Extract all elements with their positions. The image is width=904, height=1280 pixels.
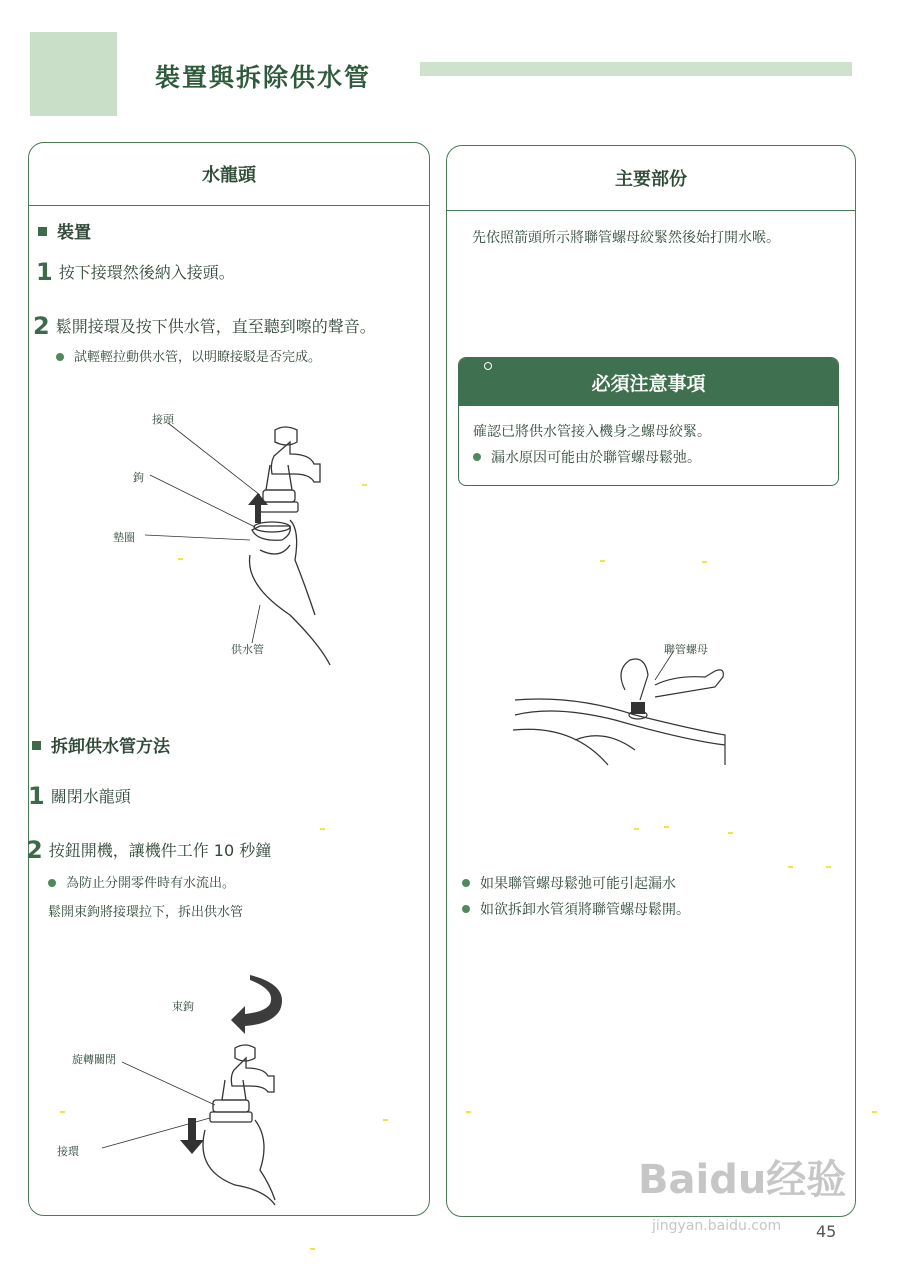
label-clamp: 束鉤 xyxy=(172,1000,194,1013)
corner-decoration xyxy=(30,32,117,116)
main-parts-intro: 先依照箭頭所示將聯管螺母絞緊然後始打開水喉。 xyxy=(472,230,780,246)
label-coupling-nut: 聯管螺母 xyxy=(664,643,708,656)
label-ring: 接環 xyxy=(57,1145,79,1158)
bullet-dot-icon xyxy=(462,905,470,913)
bullet-dot-icon xyxy=(473,453,481,461)
leak-bullet-2: 如欲拆卸水管須將聯管螺母鬆開。 xyxy=(462,899,690,919)
bullet-dot-icon xyxy=(56,353,64,361)
leak-bullet-1: 如果聯管螺母鬆弛可能引起漏水 xyxy=(462,873,676,893)
faucet-install-illustration xyxy=(100,405,350,665)
ring-icon xyxy=(484,362,492,370)
label-washer: 墊圈 xyxy=(113,531,135,544)
label-hook: 鉤 xyxy=(133,471,144,484)
label-rotate-close: 旋轉關閉 xyxy=(72,1053,116,1066)
square-bullet-icon xyxy=(32,741,41,750)
main-parts-panel-header: 主要部份 xyxy=(447,146,855,211)
page-number: 45 xyxy=(816,1222,837,1241)
install-step-1: 1 按下接環然後納入接頭。 xyxy=(36,258,235,286)
faucet-panel-header: 水龍頭 xyxy=(29,143,429,206)
title-bar-decoration xyxy=(420,62,852,76)
label-hose: 供水管 xyxy=(231,643,264,656)
notice-header: 必須注意事項 xyxy=(459,358,838,406)
bullet-dot-icon xyxy=(48,879,56,887)
remove-section-heading: 拆卸供水管方法 xyxy=(32,732,170,757)
page-title: 裝置與拆除供水管 xyxy=(155,63,372,92)
install-section-heading: 裝置 xyxy=(38,218,91,243)
install-step-2: 2 鬆開接環及按下供水管，直至聽到嚓的聲音。 xyxy=(33,312,376,340)
baidu-watermark-url: jingyan.baidu.com xyxy=(652,1218,782,1234)
remove-step-1: 1 關閉水龍頭 xyxy=(28,782,131,810)
install-note: 試輕輕拉動供水管，以明瞭接駁是否完成。 xyxy=(56,346,321,365)
notice-line-2: 漏水原因可能由於聯管螺母鬆弛。 xyxy=(473,447,701,467)
baidu-watermark-logo: Baidu经验 xyxy=(638,1157,847,1203)
remove-note-2: 鬆開束鉤將接環拉下，拆出供水管 xyxy=(48,905,244,920)
square-bullet-icon xyxy=(38,227,47,236)
notice-line-1: 確認已將供水管接入機身之螺母絞緊。 xyxy=(473,424,711,440)
bullet-dot-icon xyxy=(462,879,470,887)
label-joint: 接頭 xyxy=(152,413,174,426)
remove-note: 為防止分開零件時有水流出。 xyxy=(48,872,235,891)
remove-step-2: 2 按鈕開機，讓機件工作 10 秒鐘 xyxy=(26,836,272,864)
coupling-nut-illustration xyxy=(505,640,745,780)
